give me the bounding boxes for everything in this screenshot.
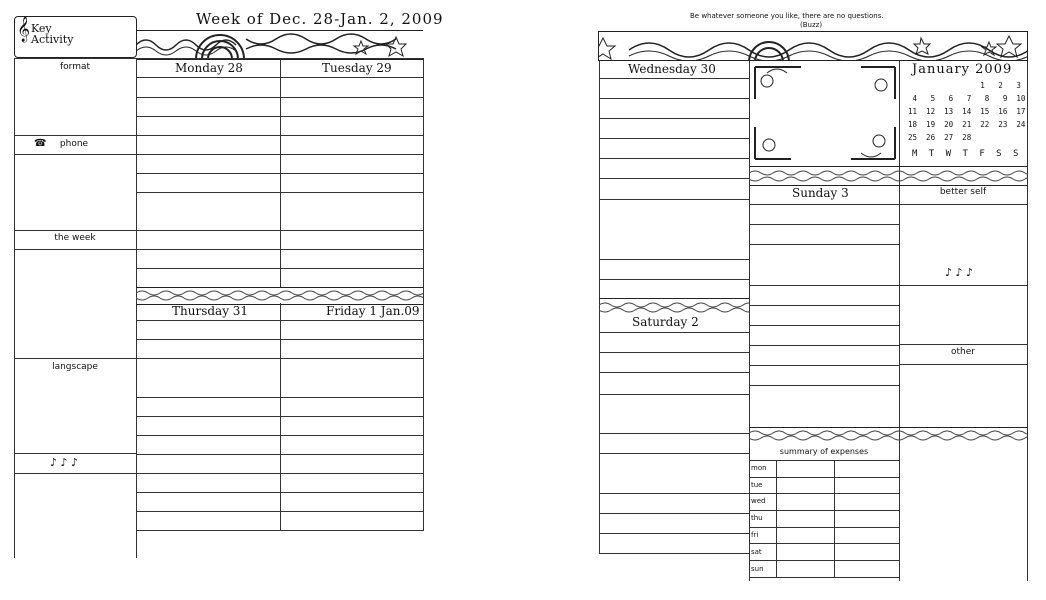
expense-day-sat: sat — [751, 548, 762, 556]
sun-line — [749, 325, 899, 326]
wed-line — [599, 178, 749, 179]
day-line — [136, 97, 423, 98]
better-self-line — [899, 204, 1027, 205]
day-line — [136, 192, 423, 193]
sat-line — [599, 493, 749, 494]
calendar-weekdays: M T W T F S S — [912, 149, 1022, 159]
day-line — [136, 268, 423, 269]
ornament-icon — [136, 31, 423, 59]
sat-line — [599, 332, 749, 333]
sidebar-left-rule — [14, 58, 15, 558]
expense-day-thu: thu — [751, 514, 763, 522]
calendar-title: January 2009 — [912, 62, 1013, 77]
other-label: other — [951, 347, 975, 357]
expense-day-tue: tue — [751, 481, 763, 489]
wed-line — [599, 259, 749, 260]
wed-line — [599, 118, 749, 119]
expense-day-mon: mon — [751, 464, 767, 472]
sun-line — [749, 244, 899, 245]
expense-row-line — [749, 527, 899, 528]
wed-line — [599, 78, 749, 79]
sat-line — [599, 372, 749, 373]
better-self-notes: ♪ ♪ ♪ — [944, 266, 974, 279]
day-line — [136, 416, 423, 417]
quote-text: Be whatever someone you like, there are no questions. — [690, 12, 884, 20]
quote-attribution: (Buzz) — [800, 21, 823, 29]
day-line — [136, 249, 423, 250]
decorative-border-top-left — [136, 30, 423, 60]
key-activity-label: Key Activity — [31, 22, 74, 46]
treble-clef-icon: 𝄞 — [17, 17, 31, 42]
day-line — [136, 135, 423, 136]
day-line — [136, 530, 423, 531]
day-line — [136, 116, 423, 117]
calendar-row: 4 5 6 7 8 9 10 — [908, 94, 1026, 103]
sat-line — [599, 533, 749, 534]
calendar-row: 25 26 27 28 — [908, 133, 972, 142]
expenses-bottom-line — [749, 577, 899, 578]
decorative-border-sunday — [749, 166, 1027, 186]
day-line — [136, 473, 423, 474]
ornament-band-icon — [749, 167, 1027, 185]
sun-line — [749, 305, 899, 306]
sidebar-divider — [14, 230, 136, 231]
sat-line — [599, 513, 749, 514]
expense-row-line — [749, 543, 899, 544]
sat-line — [599, 553, 749, 554]
better-self-label: better self — [939, 187, 987, 197]
day-line — [136, 358, 423, 359]
right-edge-rule — [1027, 61, 1028, 581]
decorative-border-expenses — [749, 427, 1027, 444]
day-line — [136, 492, 423, 493]
ornament-band-icon — [599, 300, 749, 313]
better-self-line — [899, 285, 1027, 286]
sun-line — [749, 365, 899, 366]
week-title: Week of Dec. 28-Jan. 2, 2009 — [196, 10, 444, 28]
day-line — [136, 511, 423, 512]
day-line — [136, 230, 423, 231]
sat-line — [599, 453, 749, 454]
calendar-row: 11 12 13 14 15 16 17 — [908, 107, 1026, 116]
sidebar-divider — [14, 358, 136, 359]
ornamental-frame-icon — [751, 63, 899, 163]
calendar-left-rule — [899, 61, 900, 581]
wednesday-header: Wednesday 30 — [628, 62, 716, 76]
sat-line — [599, 394, 749, 395]
expenses-title: summary of expenses — [779, 447, 869, 456]
telephone-icon: ☎ — [34, 138, 47, 149]
tuesday-header: Tuesday 29 — [322, 61, 392, 75]
expenses-header-line — [749, 460, 899, 461]
sidebar-divider — [14, 473, 136, 474]
thursday-friday-line — [136, 320, 423, 321]
sun-line — [749, 345, 899, 346]
picture-frame — [751, 63, 899, 163]
sat-line — [599, 352, 749, 353]
wed-line — [599, 199, 749, 200]
expense-day-fri: fri — [751, 531, 759, 539]
sun-line — [749, 204, 899, 205]
expense-day-sun: sun — [751, 565, 764, 573]
music-notes-label: ♪ ♪ ♪ — [49, 456, 79, 469]
wed-line — [599, 98, 749, 99]
the-week-label: the week — [54, 233, 96, 243]
monday-header: Monday 28 — [175, 61, 243, 75]
sun-line — [749, 285, 899, 286]
sun-line — [749, 224, 899, 225]
format-label: format — [59, 62, 91, 72]
day-line — [136, 454, 423, 455]
ornament-band-icon — [749, 428, 1027, 444]
langscape-label: langscape — [52, 362, 98, 372]
day-line — [136, 397, 423, 398]
expense-day-wed: wed — [751, 497, 766, 505]
ornament-icon — [599, 32, 1028, 61]
sat-line — [599, 433, 749, 434]
sidebar-right-rule — [136, 58, 137, 558]
day-line — [136, 154, 423, 155]
decorative-border-top-right — [598, 31, 1028, 61]
ornament-band-icon — [136, 288, 423, 304]
expense-row-line — [749, 477, 899, 478]
expense-row-line — [749, 510, 899, 511]
calendar-row: 1 2 3 — [908, 81, 1021, 90]
calendar-row: 18 19 20 21 22 23 24 — [908, 120, 1026, 129]
day-column-divider-lower — [280, 303, 281, 531]
expense-row-line — [749, 560, 899, 561]
decorative-border-saturday — [599, 298, 749, 313]
phone-label: phone — [59, 139, 89, 149]
wednesday-right-rule — [749, 61, 750, 581]
key-activity-tab — [14, 16, 137, 58]
wed-line — [599, 158, 749, 159]
wed-line — [599, 138, 749, 139]
day-line — [136, 173, 423, 174]
sidebar-divider — [14, 249, 136, 250]
wed-line — [599, 279, 749, 280]
page-right-rule — [423, 58, 424, 531]
day-line — [136, 435, 423, 436]
sidebar-divider — [14, 453, 136, 454]
sidebar-top-rule — [14, 58, 423, 59]
day-line — [136, 339, 423, 340]
friday-header: Friday 1 Jan.09 — [326, 304, 420, 318]
other-top-line — [899, 344, 1027, 345]
sidebar-divider — [14, 154, 136, 155]
thursday-header: Thursday 31 — [172, 304, 249, 318]
sunday-header: Sunday 3 — [792, 186, 849, 200]
sun-line — [749, 385, 899, 386]
sidebar-divider — [14, 135, 136, 136]
expense-row-line — [749, 493, 899, 494]
saturday-header: Saturday 2 — [632, 315, 699, 329]
monday-tuesday-line — [136, 77, 423, 78]
other-line — [899, 364, 1027, 365]
